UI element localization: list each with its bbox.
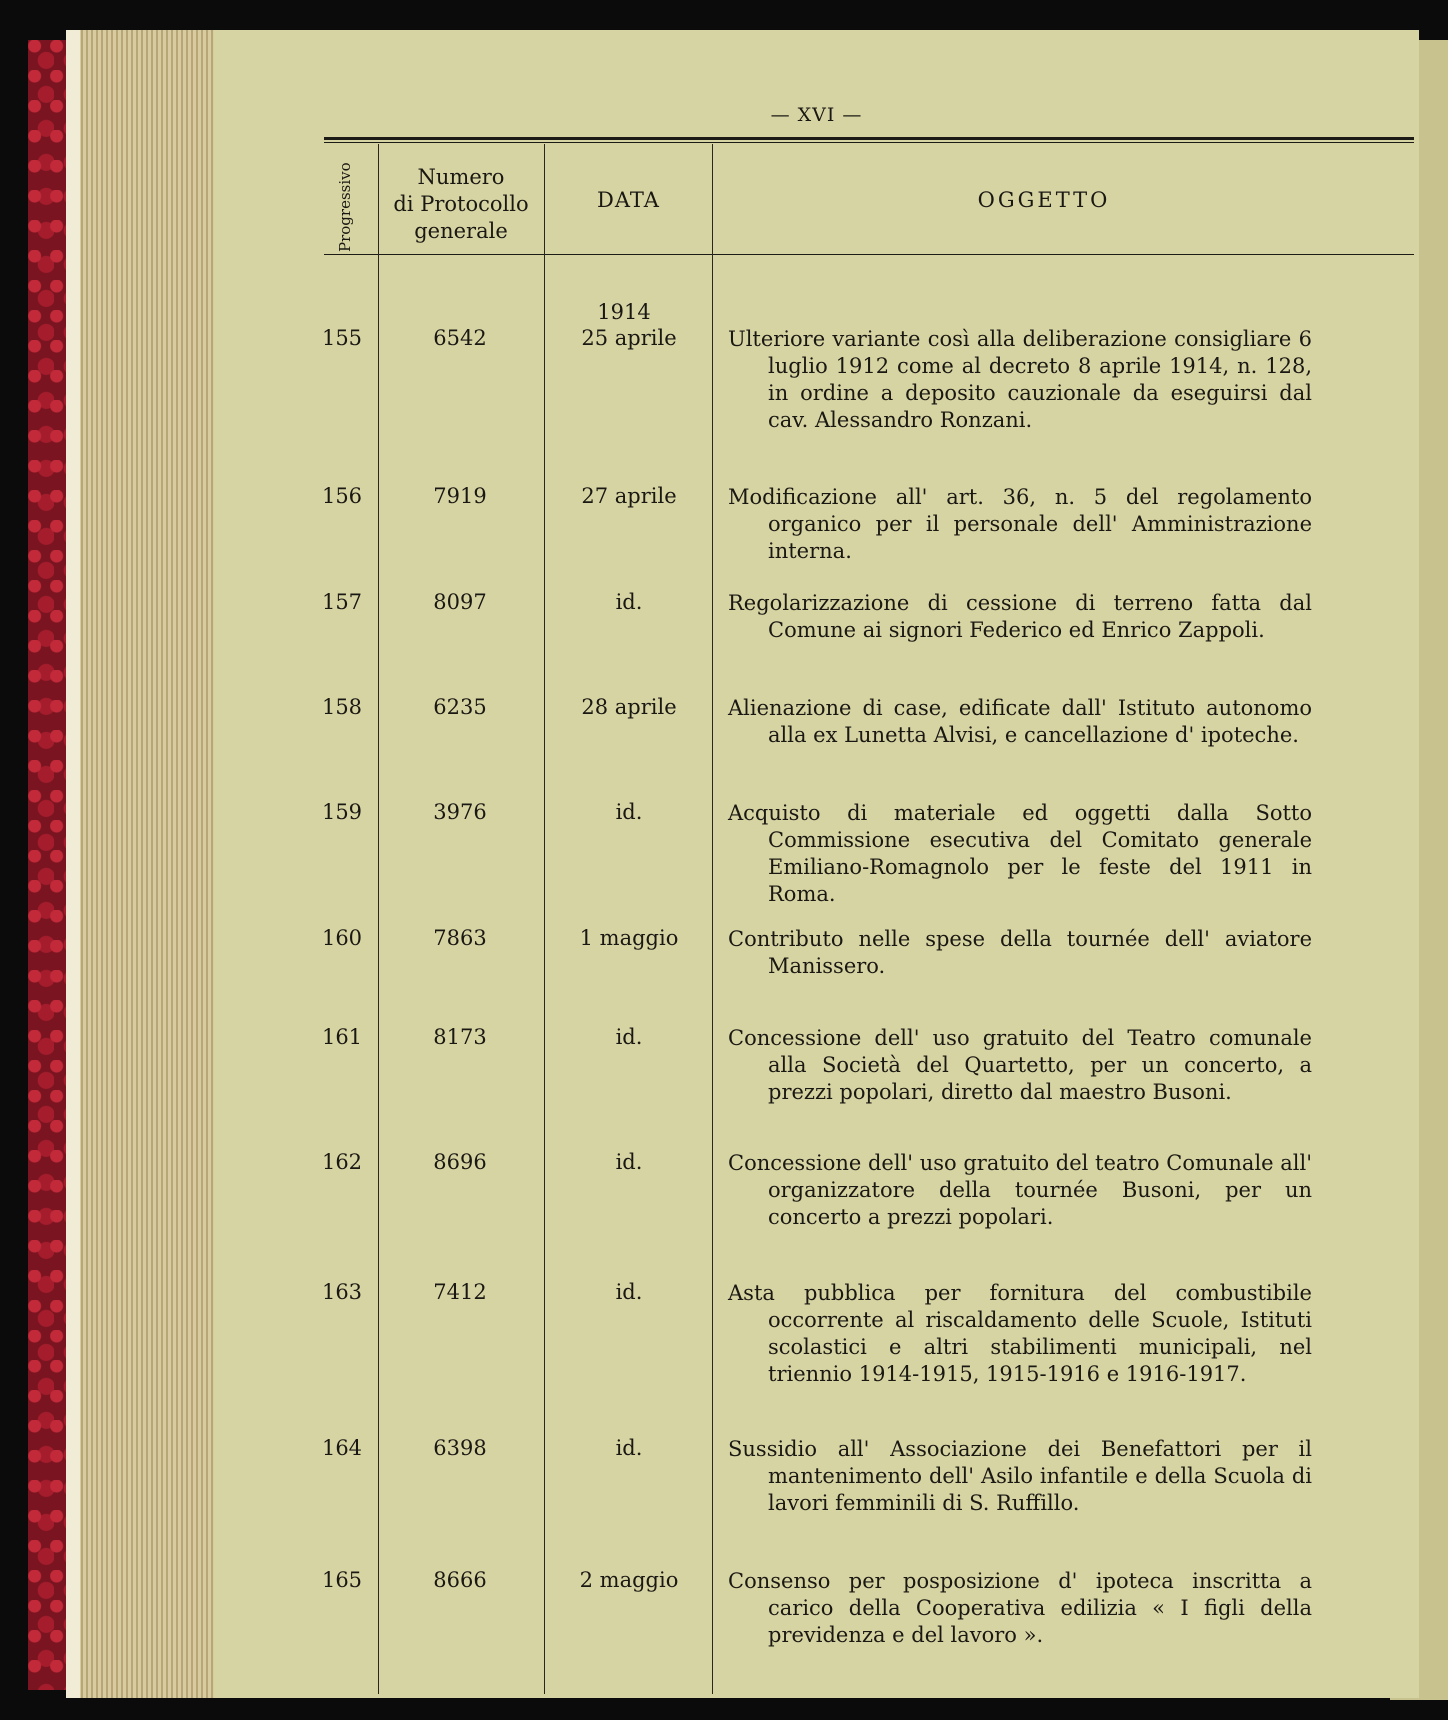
protocollo-cell: 8097: [433, 590, 487, 614]
header-oggetto: OGGETTO: [977, 188, 1111, 212]
date-cell: 1 maggio: [579, 926, 679, 950]
progressivo-cell: 160: [321, 926, 363, 950]
progressivo-cell: 164: [321, 1436, 363, 1460]
progressivo-cell: 156: [321, 484, 363, 508]
oggetto-cell: Ulteriore variante così alla deliberazione consigliare 6 luglio 1912 come al decreto 8 aprile 1914, n. 128, in ordine a deposito cauzionale da eseguirsi dal cav. Alessandro Ronzani.: [728, 327, 1312, 432]
progressivo-cell: 157: [321, 590, 363, 614]
page-edges: [66, 30, 236, 1698]
header-numero: Numero di Protocollo generale: [393, 165, 529, 243]
progressivo-cell: 155: [321, 326, 363, 350]
protocollo-cell: 6398: [433, 1436, 487, 1460]
oggetto-cell: Contributo nelle spese della tournée dell' aviatore Manissero.: [728, 927, 1312, 978]
date-cell: 25 aprile: [581, 326, 677, 350]
oggetto-cell: Consenso per posposizione d' ipoteca inscritta a carico della Cooperativa edilizia « I figli della previdenza e del lavoro ».: [728, 1569, 1312, 1647]
protocollo-cell: 7412: [433, 1280, 487, 1304]
protocollo-cell: 7919: [433, 484, 487, 508]
protocollo-cell: 8173: [433, 1025, 487, 1049]
protocollo-cell: 6235: [433, 695, 487, 719]
date-cell: id.: [615, 1025, 643, 1049]
date-cell: 2 maggio: [579, 1568, 679, 1592]
progressivo-cell: 159: [321, 800, 363, 824]
protocollo-cell: 6542: [433, 326, 487, 350]
date-cell: id.: [615, 590, 643, 614]
column-divider: [544, 144, 545, 1694]
page-number: — XVI —: [770, 104, 863, 126]
oggetto-cell: Sussidio all' Associazione dei Benefattori per il mantenimento dell' Asilo infantile e della Scuola di lavori femminili di S. Ruffillo.: [728, 1437, 1312, 1515]
progressivo-cell: 162: [321, 1150, 363, 1174]
header-progressivo: Progressivo: [336, 162, 354, 252]
header-top-rule-thin: [324, 142, 1414, 143]
header-bottom-rule: [324, 254, 1414, 255]
header-top-rule: [324, 137, 1414, 140]
progressivo-cell: 163: [321, 1280, 363, 1304]
date-cell: id.: [615, 1280, 643, 1304]
oggetto-cell: Asta pubblica per fornitura del combustibile occorrente al riscaldamento delle Scuole, Istituti scolastici e altri stabilimenti municipali, nel triennio 1914-1915, 1915-1916 e 1916-1917.: [728, 1281, 1312, 1386]
column-divider: [712, 144, 713, 1694]
protocollo-cell: 8666: [433, 1568, 487, 1592]
date-cell: 27 aprile: [581, 484, 677, 508]
column-divider: [378, 144, 379, 1694]
oggetto-cell: Concessione dell' uso gratuito del Teatro comunale alla Società del Quartetto, per un concerto, a prezzi popolari, diretto dal maestro Busoni.: [728, 1026, 1312, 1104]
oggetto-cell: Concessione dell' uso gratuito del teatro Comunale all' organizzatore della tournée Busoni, per un concerto a prezzi popolari.: [728, 1151, 1312, 1229]
progressivo-cell: 158: [321, 695, 363, 719]
date-cell: 28 aprile: [581, 695, 677, 719]
oggetto-cell: Regolarizzazione di cessione di terreno fatta dal Comune ai signori Federico ed Enrico Zappoli.: [728, 591, 1312, 642]
protocollo-cell: 8696: [433, 1150, 487, 1174]
progressivo-cell: 165: [321, 1568, 363, 1592]
date-cell: id.: [615, 800, 643, 824]
oggetto-cell: Acquisto di materiale ed oggetti dalla Sotto Commissione esecutiva del Comitato generale Emiliano-Romagnolo per le feste del 1911 in Roma.: [728, 801, 1312, 906]
oggetto-cell: Alienazione di case, edificate dall' Istituto autonomo alla ex Lunetta Alvisi, e cancellazione d' ipoteche.: [728, 696, 1312, 747]
date-cell: id.: [615, 1150, 643, 1174]
header-data: DATA: [597, 188, 660, 212]
oggetto-cell: Modificazione all' art. 36, n. 5 del regolamento organico per il personale dell' Amministrazione interna.: [728, 485, 1312, 563]
document-page: [214, 30, 1419, 1698]
date-cell: id.: [615, 1436, 643, 1460]
year-label: 1914: [597, 300, 651, 324]
protocollo-cell: 3976: [433, 800, 487, 824]
protocollo-cell: 7863: [433, 926, 487, 950]
progressivo-cell: 161: [321, 1025, 363, 1049]
